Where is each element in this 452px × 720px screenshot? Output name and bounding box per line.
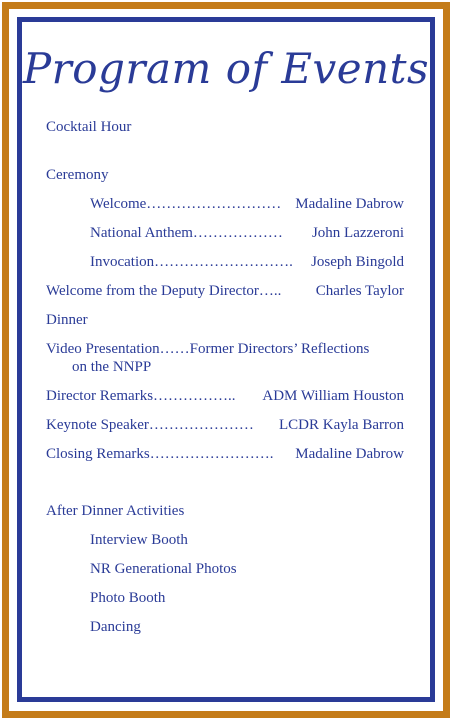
item-label: Keynote Speaker <box>46 417 149 433</box>
item-label: National Anthem <box>90 225 193 241</box>
item-name: John Lazzeroni <box>311 225 404 241</box>
item-label: Welcome <box>90 196 147 212</box>
leader-dots: ………………………. <box>154 254 293 270</box>
leader-dots: …………….. <box>153 388 236 404</box>
deputy-welcome <box>46 282 404 300</box>
item-label: Video Presentation <box>46 341 160 357</box>
item-name: Charles Taylor <box>315 283 404 299</box>
item-name: ADM William Houston <box>262 388 404 404</box>
item-name: Former Directors’ Reflections <box>189 341 370 357</box>
leader-dots: …… <box>159 341 190 357</box>
leader-dots: ….. <box>258 283 282 299</box>
ceremony-welcome <box>90 195 404 213</box>
activity-item: NR Generational Photos <box>90 561 237 577</box>
item-label: Closing Remarks <box>46 446 150 462</box>
item-label: Director Remarks <box>46 388 154 404</box>
keynote-speaker <box>46 416 404 434</box>
video-presentation <box>46 340 404 376</box>
closing-remarks <box>46 445 404 463</box>
activity-item: Photo Booth <box>90 590 166 606</box>
ceremony-invocation <box>90 253 404 271</box>
item-label: Invocation <box>90 254 155 270</box>
after-dinner-heading: After Dinner Activities <box>46 503 185 519</box>
item-name: Madaline Dabrow <box>295 446 404 462</box>
leader-dots: ……………………. <box>149 446 274 462</box>
page-title: Program of Events <box>22 44 430 93</box>
leader-dots: ………………… <box>148 417 254 433</box>
activity-item: Interview Booth <box>90 532 188 548</box>
leader-dots: ……………………… <box>146 196 282 212</box>
item-label: Welcome from the Deputy Director <box>46 283 259 299</box>
director-remarks <box>46 387 404 405</box>
item-name: Joseph Bingold <box>311 254 404 270</box>
item-name: LCDR Kayla Barron <box>279 417 404 433</box>
ceremony-heading: Ceremony <box>46 167 109 183</box>
item-name: Madaline Dabrow <box>295 196 404 212</box>
dinner: Dinner <box>46 312 88 328</box>
activity-item: Dancing <box>90 619 141 635</box>
ceremony-anthem <box>90 224 404 242</box>
item-continuation: on the NNPP <box>72 359 152 375</box>
leader-dots: ……………… <box>192 225 283 241</box>
cocktail-hour: Cocktail Hour <box>46 119 132 135</box>
